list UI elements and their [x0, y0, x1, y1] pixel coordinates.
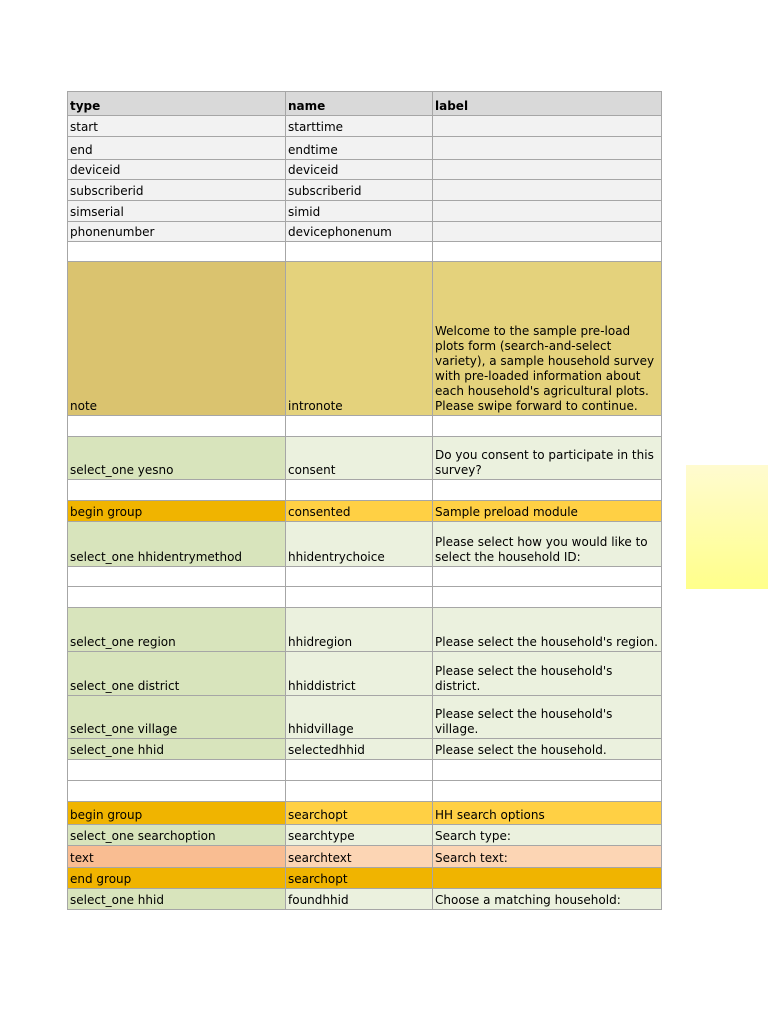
cell-name[interactable]: subscriberid [286, 180, 433, 201]
header-name[interactable]: name [286, 92, 433, 116]
cell-type[interactable] [68, 242, 286, 262]
cell-name[interactable]: hhidregion [286, 608, 433, 652]
cell-name[interactable]: endtime [286, 137, 433, 160]
cell-type[interactable]: select_one district [68, 652, 286, 696]
cell-name[interactable] [286, 760, 433, 781]
table-row [68, 137, 662, 160]
cell-label[interactable]: Search text: [433, 846, 662, 868]
table-row [68, 781, 662, 802]
cell-type[interactable]: select_one region [68, 608, 286, 652]
cell-label[interactable]: Search type: [433, 825, 662, 846]
cell-label[interactable] [433, 567, 662, 587]
table-row [68, 242, 662, 262]
cell-name[interactable]: devicephonenum [286, 222, 433, 242]
cell-label[interactable] [433, 160, 662, 180]
cell-label[interactable] [433, 242, 662, 262]
table-row [68, 846, 662, 868]
table-row [68, 608, 662, 652]
cell-type[interactable]: phonenumber [68, 222, 286, 242]
cell-type[interactable] [68, 587, 286, 608]
table-row [68, 116, 662, 137]
cell-name[interactable]: hhiddistrict [286, 652, 433, 696]
cell-name[interactable] [286, 567, 433, 587]
cell-name[interactable] [286, 587, 433, 608]
table-row [68, 416, 662, 437]
table-row [68, 480, 662, 501]
cell-name[interactable]: hhidentrychoice [286, 522, 433, 567]
table-row [68, 652, 662, 696]
header-type[interactable]: type [68, 92, 286, 116]
cell-label[interactable] [433, 201, 662, 222]
cell-label[interactable] [433, 868, 662, 889]
table-row [68, 222, 662, 242]
table-row [68, 160, 662, 180]
cell-label[interactable] [433, 480, 662, 501]
cell-name[interactable]: searchopt [286, 868, 433, 889]
cell-type[interactable] [68, 781, 286, 802]
cell-label[interactable]: Please select the household's region. [433, 608, 662, 652]
table-row [68, 889, 662, 910]
cell-label[interactable]: Please select how you would like to select the household ID: [433, 522, 662, 567]
cell-type[interactable]: end [68, 137, 286, 160]
cell-type[interactable]: begin group [68, 802, 286, 825]
cell-label[interactable] [433, 760, 662, 781]
cell-name[interactable]: consented [286, 501, 433, 522]
table-row [68, 522, 662, 567]
table-row [68, 739, 662, 760]
table-row [68, 501, 662, 522]
header-row [68, 92, 662, 116]
table-row [68, 825, 662, 846]
cell-label[interactable]: Sample preload module [433, 501, 662, 522]
cell-name[interactable]: searchopt [286, 802, 433, 825]
cell-name[interactable]: foundhhid [286, 889, 433, 910]
table-row [68, 802, 662, 825]
cell-type[interactable] [68, 416, 286, 437]
cell-name[interactable]: starttime [286, 116, 433, 137]
cell-name[interactable]: consent [286, 437, 433, 480]
cell-type[interactable]: select_one hhidentrymethod [68, 522, 286, 567]
table-row [68, 201, 662, 222]
table-row [68, 868, 662, 889]
cell-name[interactable]: searchtype [286, 825, 433, 846]
cell-type[interactable]: text [68, 846, 286, 868]
cell-type[interactable]: simserial [68, 201, 286, 222]
cell-type[interactable]: note [68, 262, 286, 416]
cell-label[interactable] [433, 137, 662, 160]
table-row [68, 437, 662, 480]
table-row [68, 180, 662, 201]
cell-name[interactable] [286, 781, 433, 802]
header-label[interactable]: label [433, 92, 662, 116]
cell-label[interactable]: Please select the household's district. [433, 652, 662, 696]
survey-sheet-table [67, 91, 662, 910]
cell-type[interactable]: start [68, 116, 286, 137]
cell-type[interactable] [68, 480, 286, 501]
cell-label[interactable]: HH search options [433, 802, 662, 825]
cell-type[interactable] [68, 567, 286, 587]
sticky-note [686, 465, 768, 589]
cell-name[interactable]: hhidvillage [286, 696, 433, 739]
table-row [68, 567, 662, 587]
cell-type[interactable]: select_one hhid [68, 739, 286, 760]
cell-type[interactable]: select_one searchoption [68, 825, 286, 846]
cell-name[interactable] [286, 480, 433, 501]
cell-label[interactable] [433, 222, 662, 242]
cell-label[interactable]: Please select the household's village. [433, 696, 662, 739]
cell-name[interactable]: searchtext [286, 846, 433, 868]
cell-type[interactable]: deviceid [68, 160, 286, 180]
cell-type[interactable]: subscriberid [68, 180, 286, 201]
cell-type[interactable]: select_one hhid [68, 889, 286, 910]
table-row [68, 587, 662, 608]
sheet-body [68, 92, 662, 910]
cell-type[interactable]: select_one village [68, 696, 286, 739]
cell-type[interactable]: end group [68, 868, 286, 889]
cell-name[interactable]: selectedhhid [286, 739, 433, 760]
table-row [68, 760, 662, 781]
table-row [68, 262, 662, 416]
cell-type[interactable]: begin group [68, 501, 286, 522]
cell-label[interactable] [433, 416, 662, 437]
cell-label[interactable] [433, 180, 662, 201]
cell-label[interactable]: Welcome to the sample pre-load plots form (search-and-select variety), a sample household survey with pre-loaded information about each household's agricultural plots. Please swipe forward to continue. [433, 262, 662, 416]
cell-label[interactable] [433, 587, 662, 608]
cell-type[interactable]: select_one yesno [68, 437, 286, 480]
cell-label[interactable]: Do you consent to participate in this survey? [433, 437, 662, 480]
cell-name[interactable] [286, 242, 433, 262]
cell-label[interactable]: Choose a matching household: [433, 889, 662, 910]
cell-name[interactable]: simid [286, 201, 433, 222]
table-row [68, 696, 662, 739]
cell-name[interactable]: deviceid [286, 160, 433, 180]
cell-type[interactable] [68, 760, 286, 781]
cell-name[interactable] [286, 416, 433, 437]
cell-label[interactable] [433, 116, 662, 137]
cell-label[interactable] [433, 781, 662, 802]
cell-label[interactable]: Please select the household. [433, 739, 662, 760]
cell-name[interactable]: intronote [286, 262, 433, 416]
